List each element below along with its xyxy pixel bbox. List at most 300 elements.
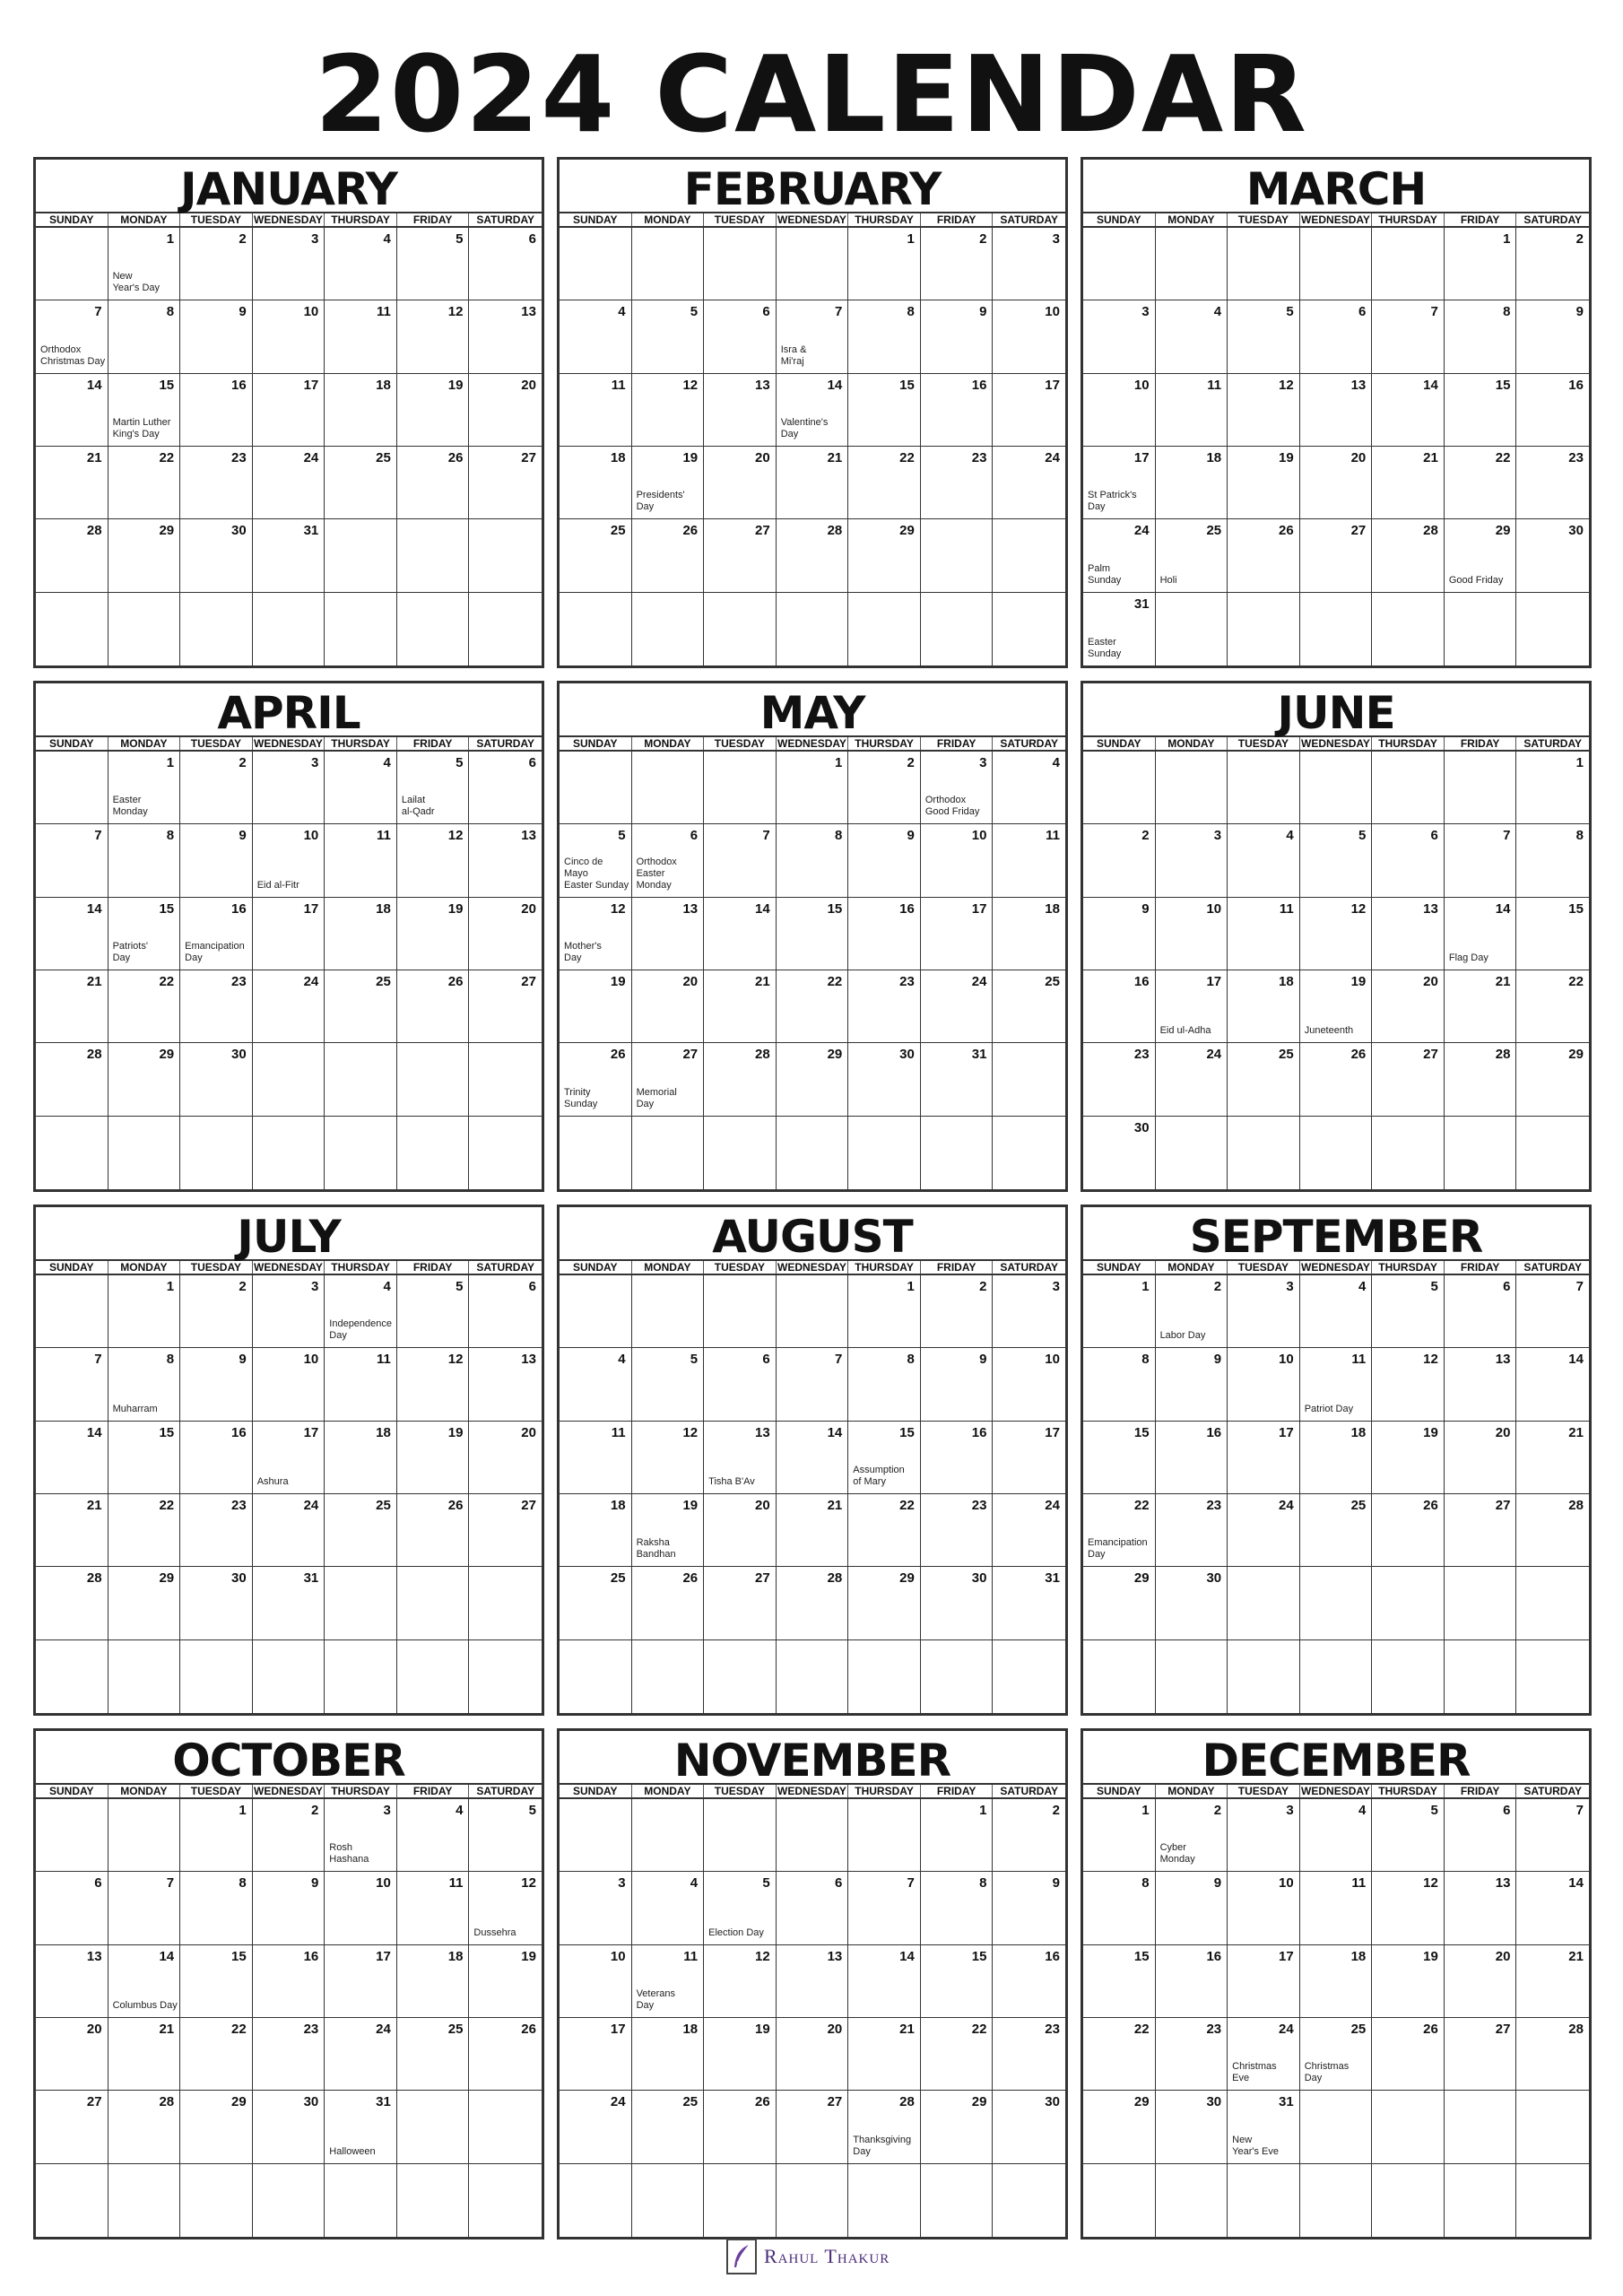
day-cell [1445,898,1517,970]
day-cell [1228,447,1300,519]
day-cell [253,519,325,592]
day-cell [1300,1640,1373,1713]
day-grid [560,752,1065,1189]
day-cell [921,1494,994,1567]
day-number: 18 [376,1424,391,1440]
weekday-label: SUNDAY [560,1261,632,1274]
day-cell [180,228,253,300]
day-number: 21 [86,450,102,465]
day-cell [1300,2018,1373,2091]
day-number: 8 [1503,304,1511,320]
day-number: 30 [231,1570,247,1587]
day-cell [108,228,181,300]
month-title: MAY [560,683,1065,737]
day-number: 15 [971,1948,987,1964]
holiday-label: Orthodox Easter Monday [636,856,677,891]
day-cell [36,1494,108,1567]
day-cell [469,1872,542,1944]
day-number: 24 [303,1498,319,1513]
day-cell [1156,898,1228,970]
day-cell [36,970,108,1043]
day-cell [1228,824,1300,897]
day-cell [1516,1348,1589,1421]
day-cell [848,1275,921,1348]
day-number: 28 [86,1570,102,1587]
day-cell [1516,970,1589,1043]
weekday-label: FRIDAY [397,1785,470,1797]
day-number: 16 [303,1948,319,1964]
day-cell [993,2164,1065,2237]
day-cell [993,970,1065,1043]
day-number: 18 [1350,1948,1367,1964]
weekday-label: THURSDAY [325,737,397,750]
day-number: 23 [1045,2022,1060,2037]
day-cell [469,1799,542,1872]
day-cell [1228,1275,1300,1348]
day-cell [560,374,632,447]
day-cell [1445,824,1517,897]
day-number: 18 [1350,1424,1367,1440]
day-cell [848,2091,921,2163]
day-number: 23 [899,974,915,989]
day-cell [1156,1872,1228,1944]
day-cell [253,447,325,519]
month-title: FEBRUARY [560,160,1065,213]
day-number: 1 [239,1803,247,1818]
day-cell [704,1043,777,1116]
day-number: 19 [755,2022,770,2037]
day-number: 2 [907,755,915,770]
day-cell [1300,824,1373,897]
day-cell [1372,1275,1445,1348]
day-cell [560,898,632,970]
day-number: 29 [1568,1047,1584,1063]
day-number: 21 [159,2022,175,2037]
day-cell [36,824,108,897]
weekday-label: SUNDAY [560,1785,632,1797]
day-number: 27 [1495,1498,1511,1513]
month-december [1081,1728,1592,2239]
day-number: 29 [1133,1570,1150,1587]
day-number: 23 [971,1498,987,1513]
day-cell [1156,374,1228,447]
day-cell [993,447,1065,519]
day-cell [993,898,1065,970]
day-cell [1300,1117,1373,1189]
day-cell [777,1275,849,1348]
day-cell [325,374,397,447]
day-cell [704,1567,777,1639]
day-cell [1445,1945,1517,2018]
day-number: 3 [1052,231,1060,247]
day-number: 27 [1350,523,1367,539]
day-cell [1083,1945,1156,2018]
weekday-label: SUNDAY [36,1785,108,1797]
day-number: 27 [521,1498,536,1513]
day-cell [1372,1348,1445,1421]
day-number: 24 [610,2094,626,2110]
holiday-label: Good Friday [1448,574,1504,586]
weekday-label: FRIDAY [1445,737,1517,750]
day-number: 29 [159,1570,175,1587]
day-cell [921,1117,994,1189]
day-cell [108,300,181,373]
day-number: 26 [610,1047,626,1063]
day-number: 2 [1213,1279,1222,1294]
day-cell [253,752,325,824]
weekday-label: SATURDAY [1000,1785,1059,1797]
day-cell [325,2018,397,2091]
day-cell [632,593,705,665]
day-number: 1 [907,231,915,247]
weekday-label: FRIDAY [1445,213,1517,226]
weekday-label: WEDNESDAY [1300,1785,1373,1797]
weekday-label: THURSDAY [1372,737,1445,750]
holiday-label: Independence Day [329,1318,393,1342]
month-june [1081,681,1592,1192]
day-number: 2 [1575,231,1584,247]
day-number: 9 [1575,304,1584,320]
day-number: 3 [383,1803,391,1818]
day-cell [921,593,994,665]
day-number: 31 [1133,596,1150,612]
weekday-label: TUESDAY [180,213,253,226]
day-number: 4 [383,1279,391,1294]
brand-name: Rahul Thakur [764,2245,890,2267]
day-number: 13 [827,1948,843,1964]
day-cell [632,1117,705,1189]
day-cell [1083,970,1156,1043]
day-cell [180,752,253,824]
day-number: 17 [1279,1948,1294,1964]
day-number: 14 [1568,1352,1584,1368]
day-number: 2 [239,755,247,770]
day-number: 7 [94,1352,102,1368]
day-number: 5 [762,1875,770,1892]
day-cell [397,1348,470,1421]
day-cell [1228,2164,1300,2237]
day-number: 2 [1213,1803,1222,1818]
day-number: 12 [447,828,464,844]
day-number: 10 [303,1352,319,1368]
holiday-label: Thanksgiving Day [853,2134,912,2157]
day-number: 17 [1133,450,1150,465]
holiday-label: Palm Sunday [1088,562,1122,586]
weekday-label: SATURDAY [1000,1261,1059,1274]
day-cell [180,2018,253,2091]
day-cell [469,1494,542,1567]
day-number: 29 [827,1047,843,1063]
day-number: 24 [1279,1498,1294,1513]
month-november [557,1728,1068,2239]
day-number: 5 [1430,1803,1438,1818]
weekday-label: FRIDAY [397,213,470,226]
day-cell [560,2164,632,2237]
day-cell [1156,519,1228,592]
day-cell [1083,1640,1156,1713]
day-grid [1083,1275,1589,1713]
day-number: 22 [159,974,175,989]
day-number: 14 [86,377,102,393]
day-number: 27 [86,2094,102,2110]
day-number: 8 [1141,1352,1150,1368]
day-number: 15 [159,377,175,393]
day-cell [1300,228,1373,300]
day-cell [1156,970,1228,1043]
day-number: 18 [1045,900,1060,917]
day-grid [36,1799,542,2237]
day-cell [993,519,1065,592]
day-cell [1083,1872,1156,1944]
day-cell [1300,1494,1373,1567]
day-number: 30 [1568,523,1584,539]
weekday-label: TUESDAY [704,1785,777,1797]
holiday-label: Emancipation Day [185,941,245,963]
day-cell [36,1275,108,1348]
day-cell [993,1117,1065,1189]
day-number: 22 [159,450,175,465]
day-cell [560,447,632,519]
day-cell [704,970,777,1043]
day-cell [560,300,632,373]
day-cell [777,2164,849,2237]
day-cell [777,824,849,897]
day-cell [325,2164,397,2237]
day-cell [921,1567,994,1639]
holiday-label: Raksha Bandhan [636,1537,676,1561]
day-cell [848,374,921,447]
weekday-label: WEDNESDAY [777,213,849,226]
day-cell [777,970,849,1043]
day-cell [1372,593,1445,665]
weekday-label: WEDNESDAY [1300,737,1373,750]
day-number: 26 [447,450,464,465]
day-cell [1228,1117,1300,1189]
day-cell [1228,1348,1300,1421]
day-cell [704,1640,777,1713]
day-grid [36,752,542,1189]
month-title: MARCH [1083,160,1589,213]
day-cell [1083,1043,1156,1116]
day-number: 20 [521,900,536,917]
weekday-label: TUESDAY [704,737,777,750]
day-number: 29 [1133,2094,1150,2110]
month-title: SEPTEMBER [1083,1207,1589,1261]
day-cell [325,1348,397,1421]
day-number: 26 [755,2094,770,2110]
day-number: 25 [1279,1047,1294,1063]
day-number: 14 [1568,1875,1584,1892]
day-cell [704,1348,777,1421]
day-cell [325,1945,397,2018]
day-cell [632,228,705,300]
day-cell [993,593,1065,665]
day-number: 14 [159,1948,175,1964]
day-cell [36,1422,108,1494]
day-cell [777,1640,849,1713]
day-cell [993,1348,1065,1421]
day-cell [253,1422,325,1494]
day-cell [1372,1494,1445,1567]
day-number: 28 [827,1570,843,1587]
weekday-label: FRIDAY [1445,1261,1517,1274]
day-number: 7 [762,828,770,844]
day-number: 26 [682,523,699,539]
day-number: 2 [1052,1803,1060,1818]
weekday-label: SATURDAY [1523,213,1583,226]
day-number: 7 [166,1875,175,1892]
day-cell [108,752,181,824]
weekday-label: FRIDAY [397,1261,470,1274]
day-number: 7 [1503,828,1511,844]
day-cell [1083,374,1156,447]
day-number: 14 [1423,377,1438,393]
day-cell [1372,1117,1445,1189]
day-cell [108,1117,181,1189]
month-title: APRIL [36,683,542,737]
day-cell [921,1422,994,1494]
day-number: 13 [682,900,699,917]
day-number: 8 [1575,828,1584,844]
day-cell [1156,1043,1228,1116]
day-number: 30 [971,1570,987,1587]
day-cell [1156,824,1228,897]
weekday-label: SUNDAY [560,213,632,226]
day-cell [921,228,994,300]
day-cell [253,1799,325,1872]
day-cell [1083,2164,1156,2237]
holiday-label: New Year's Eve [1232,2134,1279,2157]
day-cell [1372,2164,1445,2237]
weekday-header [560,1785,1065,1799]
day-number: 14 [86,1424,102,1440]
day-number: 25 [610,523,626,539]
holiday-label: New Year's Day [112,271,161,294]
day-cell [1156,2164,1228,2237]
day-cell [704,2091,777,2163]
day-cell [560,1945,632,2018]
day-cell [848,1494,921,1567]
day-cell [253,1043,325,1116]
weekday-label: SUNDAY [1083,1261,1156,1274]
day-number: 22 [231,2022,247,2037]
day-cell [1445,374,1517,447]
day-cell [108,1275,181,1348]
day-number: 3 [618,1875,626,1892]
day-number: 4 [383,231,391,247]
day-cell [180,1640,253,1713]
day-cell [469,824,542,897]
day-number: 29 [231,2094,247,2110]
weekday-label: THURSDAY [848,1261,921,1274]
day-number: 8 [166,1352,175,1368]
day-number: 16 [1206,1424,1222,1440]
day-number: 3 [310,231,319,247]
day-cell [253,1872,325,1944]
day-cell [777,519,849,592]
day-number: 5 [456,231,464,247]
day-number: 28 [827,523,843,539]
weekday-header [1083,213,1589,228]
day-number: 27 [521,450,536,465]
day-cell [704,2164,777,2237]
day-cell [36,447,108,519]
month-title: NOVEMBER [560,1731,1065,1785]
day-cell [36,752,108,824]
day-cell [469,593,542,665]
day-cell [777,374,849,447]
day-number: 13 [755,377,770,393]
day-number: 3 [1286,1803,1294,1818]
day-cell [397,1945,470,2018]
day-cell [777,1567,849,1639]
weekday-label: MONDAY [1156,1785,1228,1797]
weekday-label: THURSDAY [1372,1785,1445,1797]
day-cell [1083,228,1156,300]
day-cell [469,898,542,970]
day-cell [180,1494,253,1567]
day-cell [325,898,397,970]
day-cell [397,228,470,300]
day-number: 30 [1133,1119,1150,1135]
day-number: 3 [979,755,987,770]
day-cell [397,2164,470,2237]
day-cell [397,2018,470,2091]
day-cell [1516,593,1589,665]
day-cell [1300,519,1373,592]
day-cell [325,824,397,897]
day-cell [1228,519,1300,592]
day-number: 9 [907,828,915,844]
day-cell [560,1422,632,1494]
holiday-label: Flag Day [1448,952,1488,963]
day-cell [921,1872,994,1944]
day-number: 3 [1052,1279,1060,1294]
day-cell [632,519,705,592]
day-number: 9 [1052,1875,1060,1892]
day-cell [397,300,470,373]
day-cell [704,898,777,970]
day-cell [993,1422,1065,1494]
weekday-label: THURSDAY [325,213,397,226]
day-number: 17 [1045,1424,1060,1440]
day-cell [1445,1494,1517,1567]
day-cell [1156,1945,1228,2018]
day-cell [921,1348,994,1421]
day-number: 11 [1279,900,1294,917]
day-cell [704,1494,777,1567]
day-cell [180,970,253,1043]
weekday-header [1083,1785,1589,1799]
day-number: 23 [231,974,247,989]
day-number: 25 [682,2094,699,2110]
day-number: 5 [690,304,699,320]
month-march [1081,157,1592,668]
day-number: 24 [303,450,319,465]
day-cell [1300,300,1373,373]
holiday-label: Ashura [256,1476,289,1487]
weekday-label: SATURDAY [1000,737,1059,750]
day-number: 7 [1575,1279,1584,1294]
day-number: 8 [907,1352,915,1368]
day-cell [1445,1640,1517,1713]
day-cell [1156,1422,1228,1494]
day-cell [36,593,108,665]
day-number: 18 [1279,974,1294,989]
day-number: 15 [1133,1424,1150,1440]
weekday-label: TUESDAY [1228,1261,1300,1274]
day-cell [1372,1640,1445,1713]
